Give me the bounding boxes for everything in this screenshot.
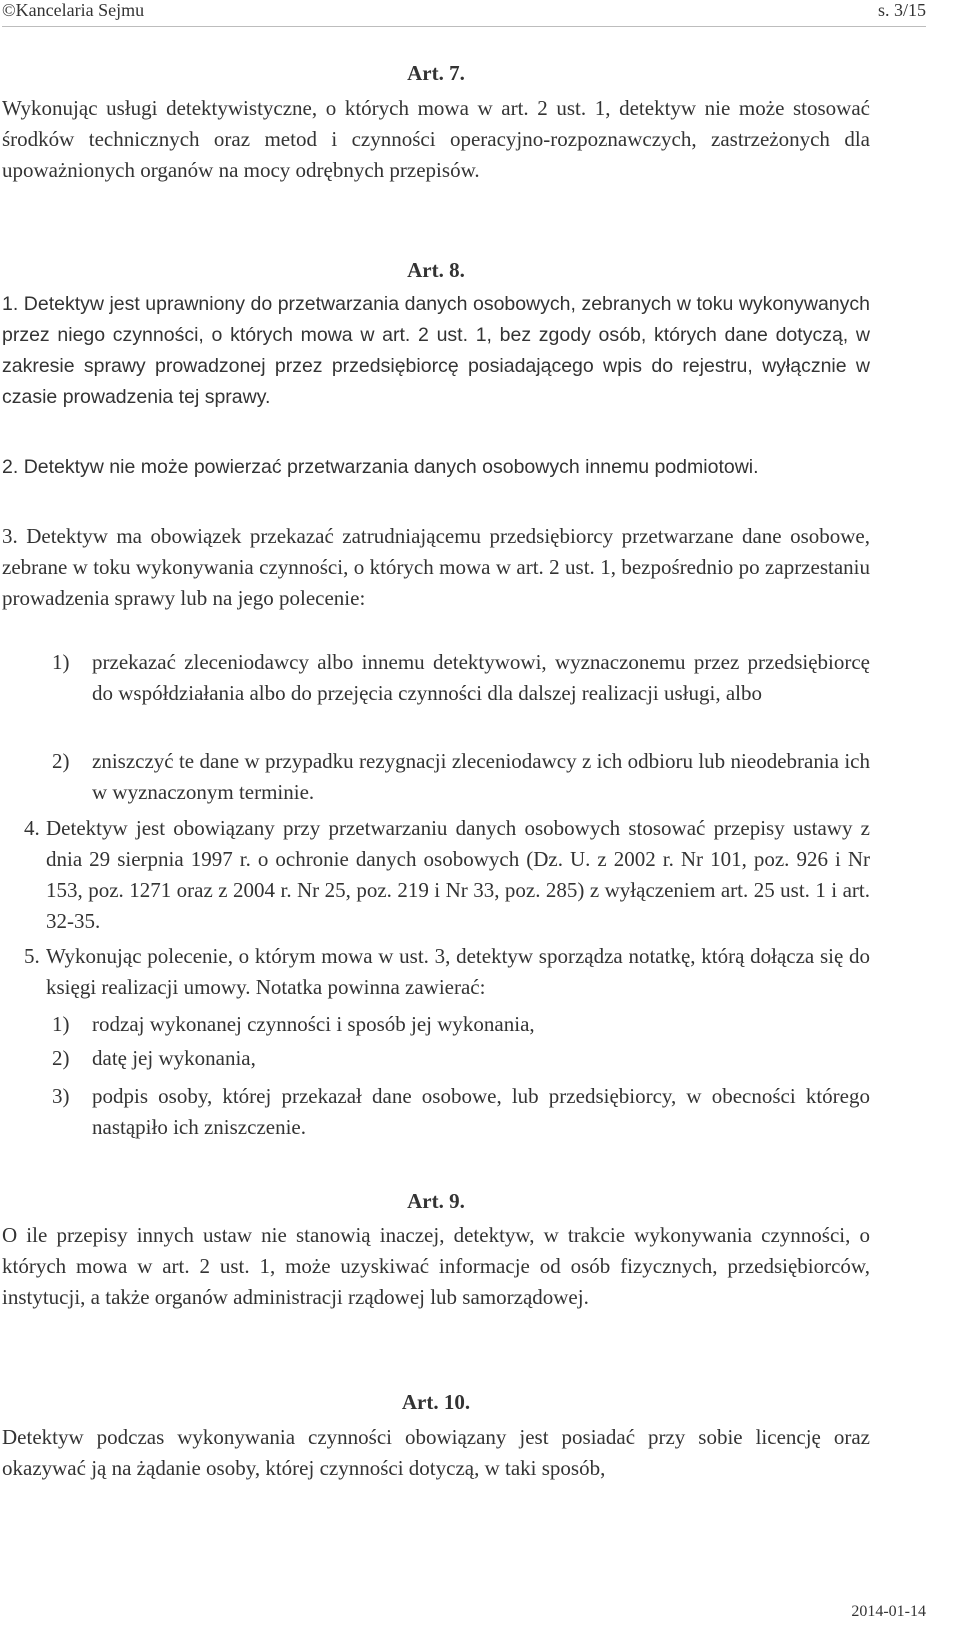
art-10-title: Art. 10. xyxy=(401,1390,471,1414)
item-text: datę jej wykonania, xyxy=(92,1046,256,1070)
ust-number: 2. xyxy=(2,456,19,478)
ust-number: 5. xyxy=(24,944,40,968)
art-7-text: Wykonując usługi detektywistyczne, o których mowa w art. 2 ust. 1, detektyw nie może stosować środków technicznych oraz metod i czynności operacyjno-rozpoznawczych, zastrzeżonych dla upoważnionych organów na mocy odrębnych przepisów. xyxy=(2,96,870,182)
art-9-text: O ile przepisy innych ustaw nie stanowią inaczej, detektyw, w trakcie wykonywania czynności, o których mowa w art. 2 ust. 1, może uzyskiwać informacje od osób fizycznych, przedsiębiorców, instytucji, a także organów administracji rządowej lub samorządowej. xyxy=(2,1223,870,1309)
item-text: rodzaj wykonanej czynności i sposób jej wykonania, xyxy=(92,1012,535,1036)
art-7-title: Art. 7. xyxy=(407,61,465,85)
art-8-ust-3-item-2 xyxy=(52,746,870,808)
ust-number: 1. xyxy=(2,293,19,315)
ust-number: 4. xyxy=(24,816,40,840)
header-publisher: ©Kancelaria Sejmu xyxy=(2,0,145,20)
page-header xyxy=(2,0,926,27)
item-number: 1) xyxy=(52,650,70,674)
art-8-ust-5-item-2 xyxy=(52,1043,870,1074)
header-page-number: s. 3/15 xyxy=(877,0,926,20)
art-8-ust-2 xyxy=(2,452,870,483)
item-number: 1) xyxy=(52,1012,70,1036)
item-number: 3) xyxy=(52,1084,70,1108)
item-text: zniszczyć te dane w przypadku rezygnacji zleceniodawcy z ich odbioru lub nieodebrania ich w wyznaczonym terminie. xyxy=(92,749,870,804)
art-8-title: Art. 8. xyxy=(407,258,465,282)
ust-text: Detektyw jest uprawniony do przetwarzania danych osobowych, zebranych w toku wykonywanych przez niego czynności, o których mowa w art. 2 ust. 1, bez zgody osób, których dane dotyczą, w zakresie sprawy prowadzonej przez przedsiębiorcę posiadającego wpis do rejestru, wyłącznie w czasie prowadzenia tej sprawy. xyxy=(2,293,870,408)
item-number: 2) xyxy=(52,1046,70,1070)
art-8-ust-5 xyxy=(24,941,870,1003)
art-9-title: Art. 9. xyxy=(407,1189,465,1213)
item-number: 2) xyxy=(52,749,70,773)
art-8-ust-5-item-3 xyxy=(52,1081,870,1143)
ust-text: Wykonując polecenie, o którym mowa w ust. 3, detektyw sporządza notatkę, którą dołącza się do księgi realizacji umowy. Notatka powinna zawierać: xyxy=(46,944,870,999)
item-text: przekazać zleceniodawcy albo innemu detektywowi, wyznaczonemu przez przedsiębiorcę do współdziałania albo do przejęcia czynności dla dalszej realizacji usługi, albo xyxy=(92,650,870,705)
art-8-ust-4 xyxy=(24,813,870,937)
item-text: podpis osoby, której przekazał dane osobowe, lub przedsiębiorcy, w obecności którego nastąpiło ich zniszczenie. xyxy=(92,1084,870,1139)
art-8-ust-1 xyxy=(2,289,870,413)
art-8-ust-5-item-1 xyxy=(52,1009,870,1040)
art-8-ust-3 xyxy=(2,521,870,614)
art-10-text: Detektyw podczas wykonywania czynności obowiązany jest posiadać przy sobie licencję oraz okazywać ją na żądanie osoby, której czynności dotyczą, w taki sposób, xyxy=(2,1425,870,1480)
art-8-ust-3-item-1 xyxy=(52,647,870,709)
ust-text: Detektyw nie może powierzać przetwarzania danych osobowych innemu podmiotowi. xyxy=(23,456,759,478)
footer-date: 2014-01-14 xyxy=(851,1603,926,1620)
ust-text: Detektyw ma obowiązek przekazać zatrudniającemu przedsiębiorcy przetwarzane dane osobowe, zebrane w toku wykonywania czynności, o których mowa w art. 2 ust. 1, bezpośrednio po zaprzestaniu prowadzenia sprawy lub na jego polecenie: xyxy=(2,524,871,610)
ust-number: 3. xyxy=(2,524,18,548)
ust-text: Detektyw jest obowiązany przy przetwarzaniu danych osobowych stosować przepisy ustawy z dnia 29 sierpnia 1997 r. o ochronie danych osobowych (Dz. U. z 2002 r. Nr 101, poz. 926 i Nr 153, poz. 1271 oraz z 2004 r. Nr 25, poz. 219 i Nr 33, poz. 285) z wyłączeniem art. 25 ust. 1 i art. 32-35. xyxy=(46,816,870,933)
